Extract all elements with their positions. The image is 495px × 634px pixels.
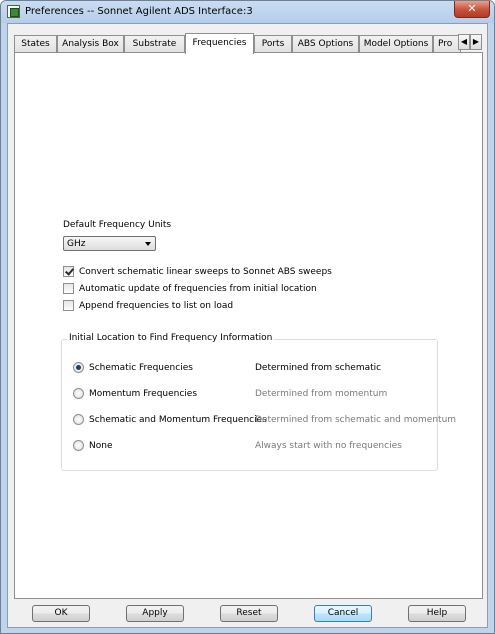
momentum-frequencies-label: Momentum Frequencies <box>89 389 198 399</box>
frequency-units-value: GHz <box>67 239 86 249</box>
radio-schematic-and-momentum[interactable] <box>73 414 84 425</box>
none-label: None <box>89 441 113 451</box>
schematic-frequencies-description: Determined from schematic <box>255 363 382 373</box>
radio-momentum-frequencies[interactable] <box>73 388 84 399</box>
tab-frequencies[interactable]: Frequencies <box>185 33 254 54</box>
tab-strip <box>14 33 484 53</box>
title-bar[interactable] <box>1 1 494 23</box>
tab-abs-options[interactable]: ABS Options <box>292 35 359 53</box>
schematic-and-momentum-label: Schematic and Momentum Frequencies <box>89 415 267 425</box>
tab-model-options[interactable]: Model Options <box>359 35 433 53</box>
convert-sweeps-checkbox[interactable] <box>63 266 74 277</box>
convert-sweeps-label: Convert schematic linear sweeps to Sonnet ABS sweeps <box>79 267 332 277</box>
frequency-units-label: Default Frequency Units <box>63 220 172 230</box>
auto-update-label: Automatic update of frequencies from initial location <box>79 284 317 294</box>
frequency-units-select[interactable] <box>63 236 156 251</box>
reset-button[interactable]: Reset <box>220 605 278 622</box>
append-frequencies-label: Append frequencies to list on load <box>79 301 234 311</box>
tab-substrate[interactable]: Substrate <box>124 35 185 53</box>
dialog-client-area <box>7 23 488 628</box>
initial-location-title: Initial Location to Find Frequency Information <box>69 333 273 343</box>
none-description: Always start with no frequencies <box>255 441 402 451</box>
tab-scroll-left-icon[interactable]: ◀ <box>458 34 470 50</box>
schematic-frequencies-label: Schematic Frequencies <box>89 363 193 373</box>
tab-scroll-right-icon[interactable]: ▶ <box>470 34 482 50</box>
tab-ports[interactable]: Ports <box>254 35 292 53</box>
cancel-button[interactable]: Cancel <box>314 605 372 622</box>
momentum-frequencies-description: Determined from momentum <box>255 389 388 399</box>
initial-location-group <box>61 333 457 471</box>
ok-button[interactable]: OK <box>32 605 90 622</box>
radio-none[interactable] <box>73 440 84 451</box>
radio-schematic-frequencies[interactable] <box>73 362 84 373</box>
tab-pro[interactable]: Pro <box>433 35 461 53</box>
help-button[interactable]: Help <box>408 605 466 622</box>
frequencies-panel <box>14 52 483 599</box>
chevron-down-icon <box>145 242 151 246</box>
apply-button[interactable]: Apply <box>126 605 184 622</box>
tab-states[interactable]: States <box>14 35 57 53</box>
tab-analysis-box[interactable]: Analysis Box <box>57 35 124 53</box>
close-button[interactable]: ✕ <box>454 1 490 18</box>
schematic-and-momentum-description: Determined from schematic and momentum <box>255 415 457 425</box>
append-frequencies-checkbox[interactable] <box>63 300 74 311</box>
window-title: Preferences -- Sonnet Agilent ADS Interface:3 <box>25 6 253 17</box>
app-icon <box>7 5 20 18</box>
auto-update-checkbox[interactable] <box>63 283 74 294</box>
